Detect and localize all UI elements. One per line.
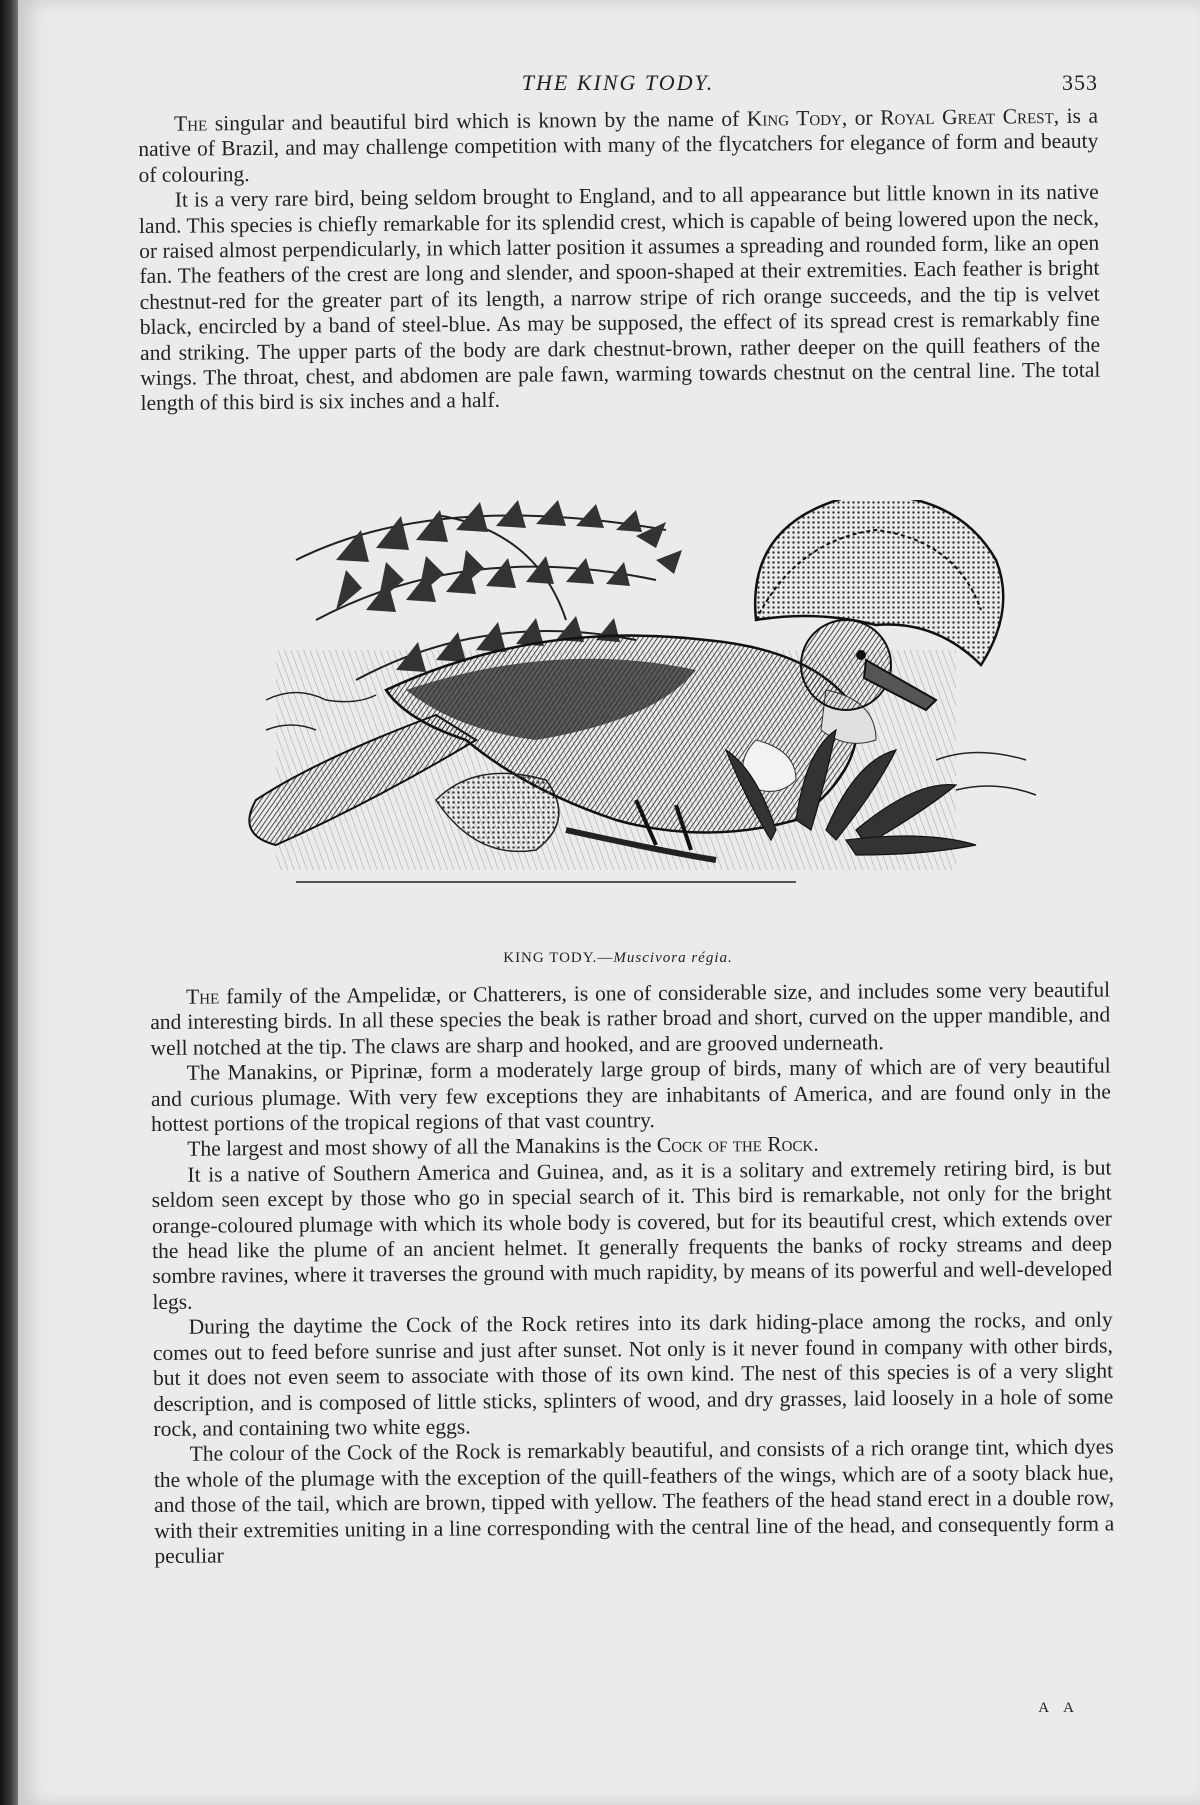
tody-eye	[856, 650, 866, 660]
text-run: , is a native of Brazil, and may challenge competition with many of the flycatchers for elegance of form and beauty of colouring.	[138, 103, 1099, 187]
text-run: singular and beautiful bird which is known by the name of	[207, 106, 747, 136]
paragraph: The colour of the Cock of the Rock is remarkably beautiful, and consists of a rich orange tint, which dyes the whole of the plumage with the exception of the quill-feathers of the wings, which are of a sooty black hue, and those of the tail, which are brown, tipped with yellow. The feathers of the head stand erect in a double row, with their extremities uniting in a line corresponding with the central line of the head, and consequently form a peculiar	[153, 1434, 1115, 1568]
bird-name-cock-of-the-rock: Cock of the Rock	[656, 1132, 814, 1158]
signature-mark: A A	[1038, 1700, 1080, 1716]
book-spine-shadow	[0, 0, 18, 1805]
running-title: THE KING TODY.	[521, 70, 715, 95]
king-tody-engraving	[236, 500, 1082, 940]
paragraph	[150, 977, 1111, 1061]
caption-latin-name: Muscivora régia.	[613, 950, 733, 966]
paragraph: It is a native of Southern America and Guinea, and, as it is a solitary and extremely retiring bird, is but seldom seen except by those who go in special search of it. This bird is remarkable, not only for the bright orange-coloured plumage with which its whole body is covered, but for its beautiful crest, which extends over the head like the plume of an ancient helmet. It generally frequents the banks of rocky streams and deep sombre ravines, where it traverses the ground with much rapidity, by means of its powerful and well-developed legs.	[151, 1155, 1113, 1314]
chatterers-section	[150, 977, 1115, 1569]
king-tody-section	[138, 104, 1101, 417]
paragraph	[138, 104, 1099, 189]
text-run: family of the Ampelidæ, or Chatterers, is one of considerable size, and includes some very beautiful and interesting birds. In all these species the beak is rather broad and short, curved on the upper mandible, and well notched at the tip. The claws are sharp and hooked, and are grooved underneath.	[150, 977, 1111, 1060]
caption-main: KING TODY.—	[503, 950, 614, 966]
text-run: .	[813, 1132, 819, 1157]
tody-head	[801, 620, 891, 710]
page-header	[138, 70, 1098, 100]
bird-name-king-tody: King Tody	[746, 105, 842, 131]
text-run: , or	[841, 105, 881, 130]
paragraph: The Manakins, or Piprinæ, form a moderately large group of birds, many of which are of very beautiful and curious plumage. With very few exceptions they are inhabitants of America, and are found only in the hottest portions of the tropical regions of that vast country.	[150, 1053, 1111, 1137]
paragraph: It is a very rare bird, being seldom brought to England, and to all appearance but little known in its native land. This species is chiefly remarkable for its splendid crest, which is capable of being lowered upon the neck, or raised almost perpendicularly, in which latter position it assumes a spreading and rounded form, like an open fan. The feathers of the crest are long and slender, and spoon-shaped at their extremities. Each feather is bright chestnut-red for the greater part of its length, a narrow stripe of rich orange succeeds, and the tip is velvet black, encircled by a band of steel-blue. As may be supposed, the effect of its spread crest is remarkably fine and striking. The upper parts of the body are dark chestnut-brown, rather deeper on the quill feathers of the wings. The throat, chest, and abdomen are pale fawn, warming towards chestnut on the central line. The total length of this bird is six inches and a half.	[138, 179, 1101, 416]
figure-caption	[138, 950, 1098, 967]
page-number: 353	[1062, 70, 1098, 95]
lead-word: The	[185, 984, 220, 1009]
paragraph: During the daytime the Cock of the Rock retires into its dark hiding-place among the rocks, and only comes out to feed before sunrise and just after sunset. Not only is it never found in company with other birds, but it does not even seem to associate with those of its own kind. The nest of this species is of a very slight description, and is composed of little sticks, splinters of wood, and dry grasses, laid loosely in a hole of some rock, and containing two white eggs.	[152, 1307, 1114, 1441]
book-page	[18, 0, 1200, 1805]
text-run: The largest and most showy of all the Manakins is the	[187, 1133, 657, 1162]
lead-word: The	[173, 111, 208, 136]
bird-name-royal-great-crest: Royal Great Crest	[880, 104, 1054, 130]
